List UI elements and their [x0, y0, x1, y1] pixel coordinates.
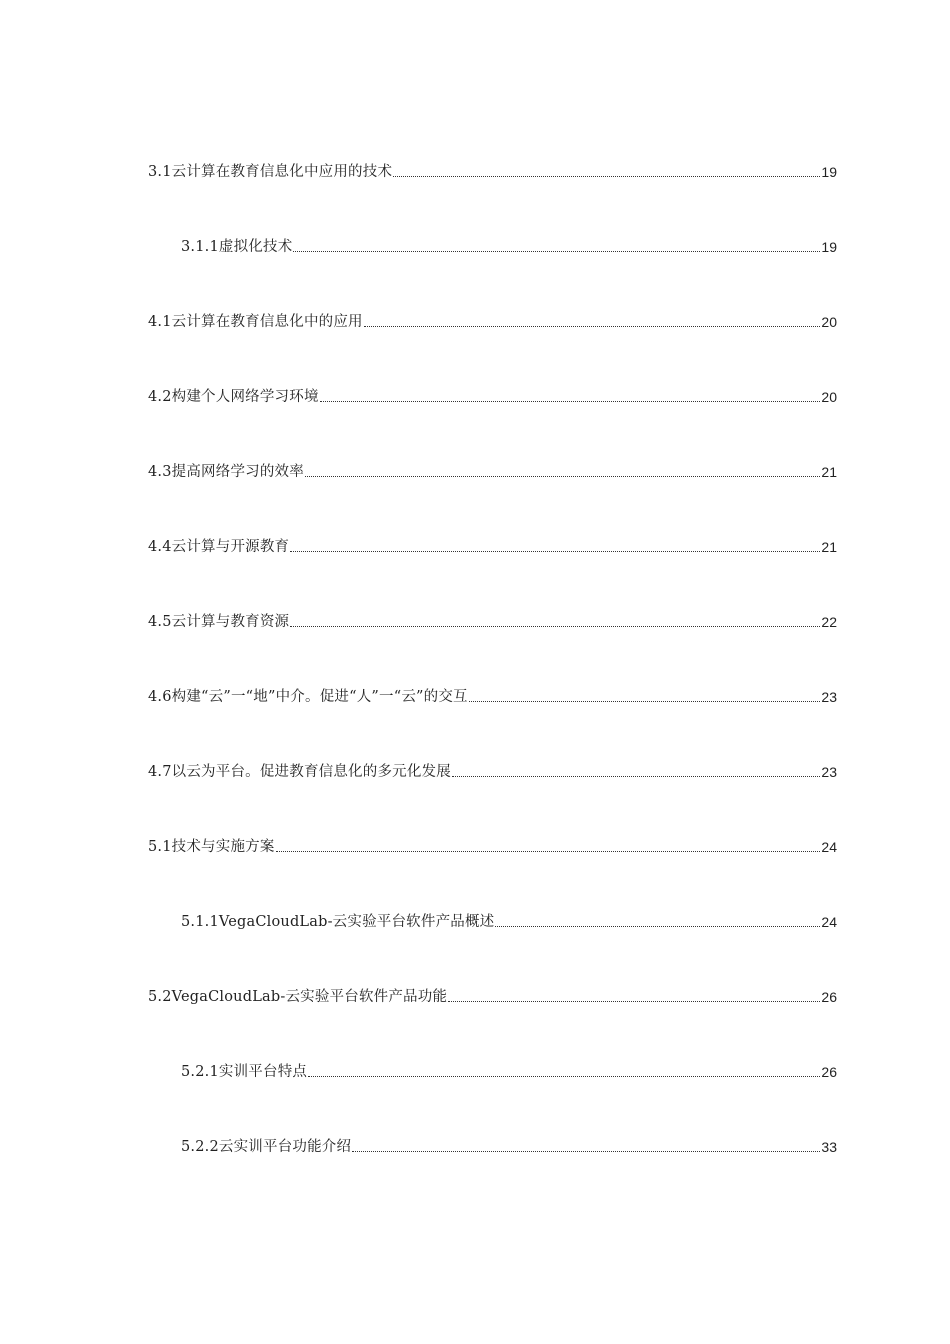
dot-leader — [352, 1151, 820, 1152]
toc-entry[interactable] — [148, 382, 837, 406]
toc-entry-page-number: 24 — [821, 839, 837, 855]
toc-entry-title: 4.1云计算在教育信息化中的应用 — [148, 314, 363, 330]
toc-entry-title: 4.3提高网络学习的效率 — [148, 464, 304, 480]
dot-leader — [452, 776, 820, 777]
toc-entry[interactable] — [148, 457, 837, 481]
toc-entry-title: 5.1.1VegaCloudLab-云实验平台软件产品概述 — [181, 914, 495, 930]
toc-entry-page-number: 21 — [821, 539, 837, 555]
toc-entry[interactable] — [148, 757, 837, 781]
toc-entry-title: 4.2构建个人网络学习环境 — [148, 389, 319, 405]
toc-entry[interactable] — [148, 307, 837, 331]
toc-entry[interactable] — [148, 982, 837, 1006]
toc-entry-page-number: 22 — [821, 614, 837, 630]
toc-entry-title: 5.2.1实训平台特点 — [181, 1064, 308, 1080]
dot-leader — [308, 1076, 820, 1077]
dot-leader — [393, 176, 820, 177]
toc-entry[interactable] — [181, 907, 837, 931]
dot-leader — [364, 326, 821, 327]
dot-leader — [290, 626, 820, 627]
toc-entry[interactable] — [148, 682, 837, 706]
toc-entry-page-number: 19 — [821, 164, 837, 180]
toc-entry-page-number: 20 — [821, 389, 837, 405]
toc-entry-title: 3.1.1虚拟化技术 — [181, 239, 293, 255]
toc-entry-page-number: 23 — [821, 689, 837, 705]
dot-leader — [293, 251, 820, 252]
toc-entry-title: 3.1云计算在教育信息化中应用的技术 — [148, 164, 393, 180]
toc-entry[interactable] — [148, 607, 837, 631]
dot-leader — [469, 701, 821, 702]
toc-entry-title: 5.2VegaCloudLab-云实验平台软件产品功能 — [148, 989, 448, 1005]
dot-leader — [320, 401, 821, 402]
toc-entry[interactable] — [181, 1132, 837, 1156]
dot-leader — [276, 851, 821, 852]
toc-entry-page-number: 33 — [821, 1139, 837, 1155]
toc-entry-page-number: 20 — [821, 314, 837, 330]
toc-entry-title: 5.2.2云实训平台功能介绍 — [181, 1139, 352, 1155]
toc-entry-page-number: 21 — [821, 464, 837, 480]
toc-entry-title: 4.5云计算与教育资源 — [148, 614, 290, 630]
dot-leader — [305, 476, 820, 477]
toc-entry[interactable] — [181, 1057, 837, 1081]
toc-entry-page-number: 24 — [821, 914, 837, 930]
toc-entry-page-number: 23 — [821, 764, 837, 780]
toc-entry[interactable] — [181, 232, 837, 256]
toc-entry-page-number: 26 — [821, 989, 837, 1005]
toc-entry-title: 5.1技术与实施方案 — [148, 839, 275, 855]
toc-entry-title: 4.4云计算与开源教育 — [148, 539, 290, 555]
toc-entry[interactable] — [148, 832, 837, 856]
dot-leader — [290, 551, 820, 552]
toc-entry-page-number: 19 — [821, 239, 837, 255]
dot-leader — [495, 926, 820, 927]
dot-leader — [448, 1001, 820, 1002]
toc-entry-title: 4.6构建“云”一“地”中介。促进“人”一“云”的交互 — [148, 689, 468, 705]
toc-entry-page-number: 26 — [821, 1064, 837, 1080]
toc-entry[interactable] — [148, 532, 837, 556]
toc-entry[interactable] — [148, 157, 837, 181]
toc-entry-title: 4.7以云为平台。促进教育信息化的多元化发展 — [148, 764, 451, 780]
